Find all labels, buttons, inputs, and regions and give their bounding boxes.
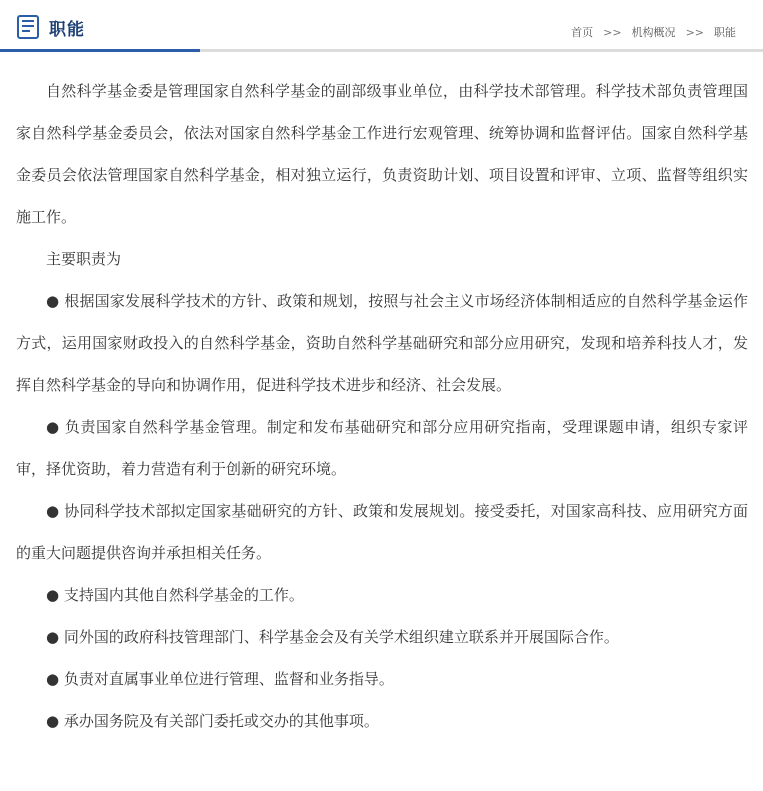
breadcrumb-separator: >> <box>603 25 622 39</box>
document-icon <box>17 15 39 39</box>
intro-paragraph: 自然科学基金委是管理国家自然科学基金的副部级事业单位，由科学技术部管理。科学技术部负责管理国家自然科学基金委员会，依法对国家自然科学基金工作进行宏观管理、统筹协调和监督评估。国家自然科学基金委员会依法管理国家自然科学基金，相对独立运行，负责资助计划、项目设置和评审、立项、监督等组织实施工作。 <box>16 82 748 226</box>
duty-item: ● 根据国家发展科学技术的方针、政策和规划，按照与社会主义市场经济体制相适应的自然科学基金运作方式，运用国家财政投入的自然科学基金，资助自然科学基础研究和部分应用研究，发现和培养科技人才，发挥自然科学基金的导向和协调作用，促进科学技术进步和经济、社会发展。 <box>16 292 748 394</box>
duty-item: ● 承办国务院及有关部门委托或交办的其他事项。 <box>46 712 379 730</box>
duties-heading: 主要职责为 <box>46 250 122 268</box>
duty-item: ● 协同科学技术部拟定国家基础研究的方针、政策和发展规划。接受委托，对国家高科技、应用研究方面的重大问题提供咨询并承担相关任务。 <box>16 502 748 562</box>
article-content <box>16 70 748 742</box>
header-divider-accent <box>0 49 200 52</box>
breadcrumb-home-link[interactable]: 首页 <box>571 26 594 39</box>
breadcrumb <box>571 24 736 40</box>
duty-item: ● 支持国内其他自然科学基金的工作。 <box>46 586 304 604</box>
duty-item: ● 负责国家自然科学基金管理。制定和发布基础研究和部分应用研究指南，受理课题申请，组织专家评审，择优资助，着力营造有利于创新的研究环境。 <box>16 418 748 478</box>
title-area <box>17 14 85 40</box>
duty-item: ● 同外国的政府科技管理部门、科学基金会及有关学术组织建立联系并开展国际合作。 <box>46 628 619 646</box>
breadcrumb-current: 职能 <box>714 26 736 39</box>
breadcrumb-org-overview-link[interactable]: 机构概况 <box>631 26 676 39</box>
page-title: 职能 <box>49 19 85 40</box>
duty-item: ● 负责对直属事业单位进行管理、监督和业务指导。 <box>46 670 394 688</box>
breadcrumb-separator: >> <box>685 25 704 39</box>
page-header <box>0 0 763 52</box>
